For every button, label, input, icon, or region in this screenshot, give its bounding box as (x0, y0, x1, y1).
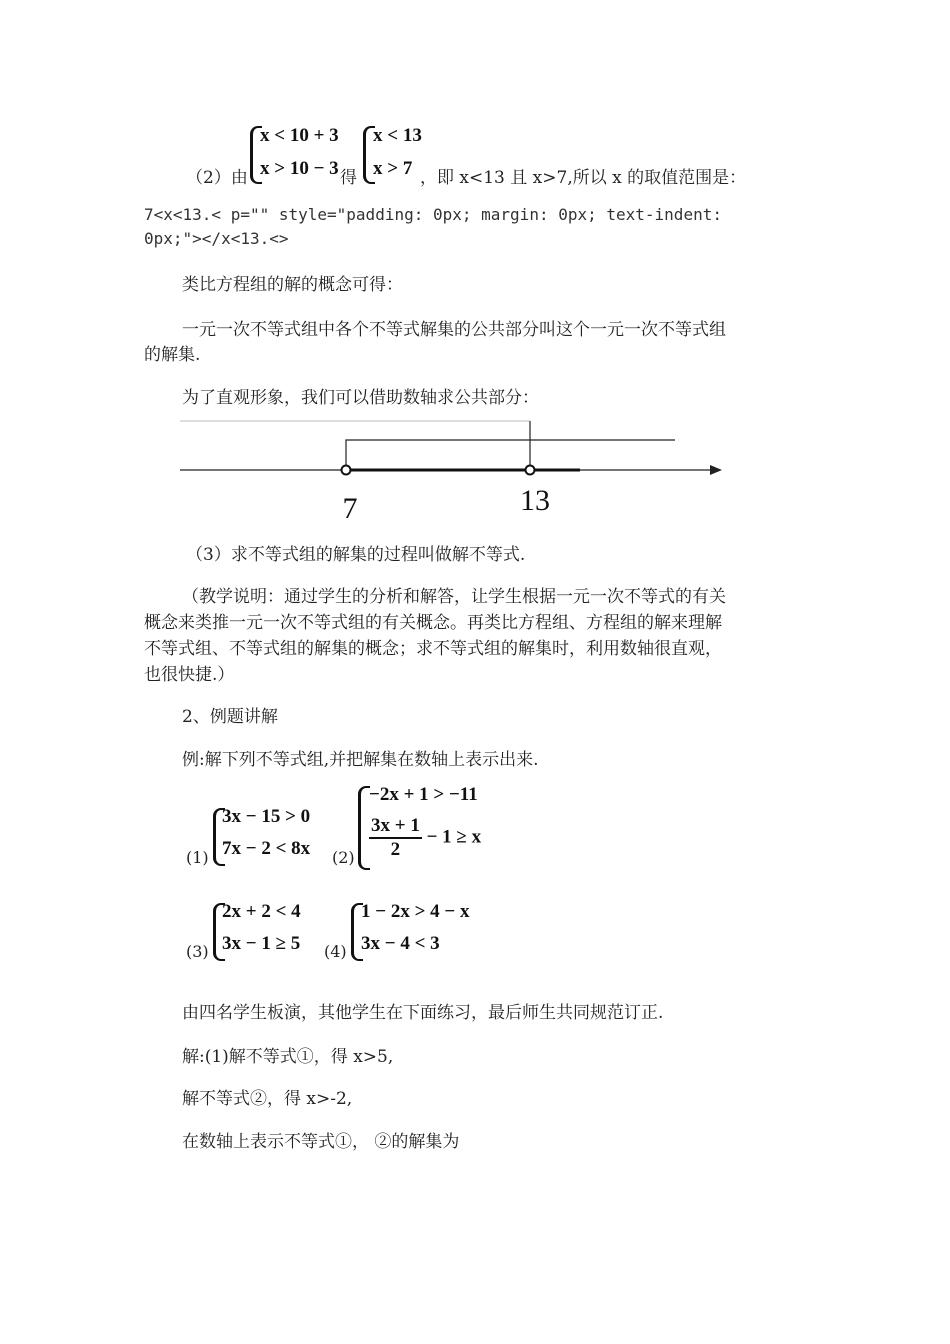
solution-line-3: 在数轴上表示不等式①， ②的解集为 (182, 1132, 460, 1152)
number-line-label-7: 7 (342, 492, 358, 525)
ex2-fraction (369, 815, 422, 861)
number-line-label-13: 13 (520, 484, 550, 517)
section-heading: 2、例题讲解 (182, 707, 278, 727)
ex2-after-fraction: − 1 ≥ x (426, 826, 482, 848)
ex4-line1: 1 − 2x > 4 − x (361, 901, 470, 922)
note-line-1: （教学说明：通过学生的分析和解答，让学生根据一元一次不等式的有关 (182, 587, 726, 607)
ex3-line1: 2x + 2 < 4 (222, 901, 301, 922)
solution-line-1: 解:(1)解不等式①，得 x>5, (182, 1047, 394, 1067)
example-intro: 例:解下列不等式组,并把解集在数轴上表示出来. (182, 750, 539, 770)
open-circle-7 (342, 466, 351, 475)
board-practice-text: 由四名学生板演，其他学生在下面练习，最后师生共同规范订正. (182, 1003, 664, 1023)
ex1-line1: 3x − 15 > 0 (222, 806, 311, 827)
raw-text-line-2: 0px;"></x<13.<> (144, 229, 289, 248)
system2-line2: x > 7 (373, 158, 413, 179)
note-line-4: 也很快捷.） (144, 665, 235, 685)
system2-line1: x < 13 (373, 125, 422, 146)
open-circle-13 (526, 466, 535, 475)
ex3-line2: 3x − 1 ≥ 5 (222, 933, 301, 954)
note-line-2: 概念来类推一元一次不等式组的有关概念。再类比方程组、方程组的解来理解 (144, 613, 722, 633)
number-line-figure (170, 412, 740, 527)
note-line-3: 不等式组、不等式组的解集的概念；求不等式组的解集时，利用数轴很直观， (144, 639, 722, 659)
raw-text-line-1: 7<x<13.< p="" style="padding: 0px; margin: 0px; text-indent: (144, 205, 722, 224)
system1-line1: x < 10 + 3 (260, 125, 339, 146)
de-text: 得 (340, 168, 357, 188)
axis-arrow-icon (710, 465, 722, 475)
part2-label: （2）由 (186, 168, 248, 188)
ex4-line2: 3x − 4 < 3 (361, 933, 440, 954)
system1-line2: x > 10 − 3 (260, 158, 339, 179)
ex1-line2: 7x − 2 < 8x (222, 838, 311, 859)
ex4-label: (4) (324, 942, 347, 961)
part2-tail: ，即 x<13 且 x>7,所以 x 的取值范围是： (420, 168, 747, 188)
intuitive-text: 为了直观形象，我们可以借助数轴求公共部分： (182, 388, 539, 408)
definition-line-2: 的解集. (144, 345, 201, 365)
ex2-label: (2) (332, 848, 355, 867)
analogy-text: 类比方程组的解的概念可得： (182, 275, 403, 295)
ex3-label: (3) (186, 942, 209, 961)
definition-line-1: 一元一次不等式组中各个不等式解集的公共部分叫这个一元一次不等式组 (182, 320, 726, 340)
part3-text: （3）求不等式组的解集的过程叫做解不等式. (186, 545, 526, 565)
ex2-line1: −2x + 1 > −11 (369, 784, 478, 805)
ex1-label: (1) (186, 848, 209, 867)
ex2-fraction-denominator: 2 (390, 839, 401, 860)
ex2-line2 (369, 815, 481, 861)
bracket-greater-than-7 (346, 440, 675, 465)
ex2-fraction-numerator: 3x + 1 (369, 815, 422, 839)
solution-line-2: 解不等式②，得 x>-2, (182, 1089, 353, 1109)
